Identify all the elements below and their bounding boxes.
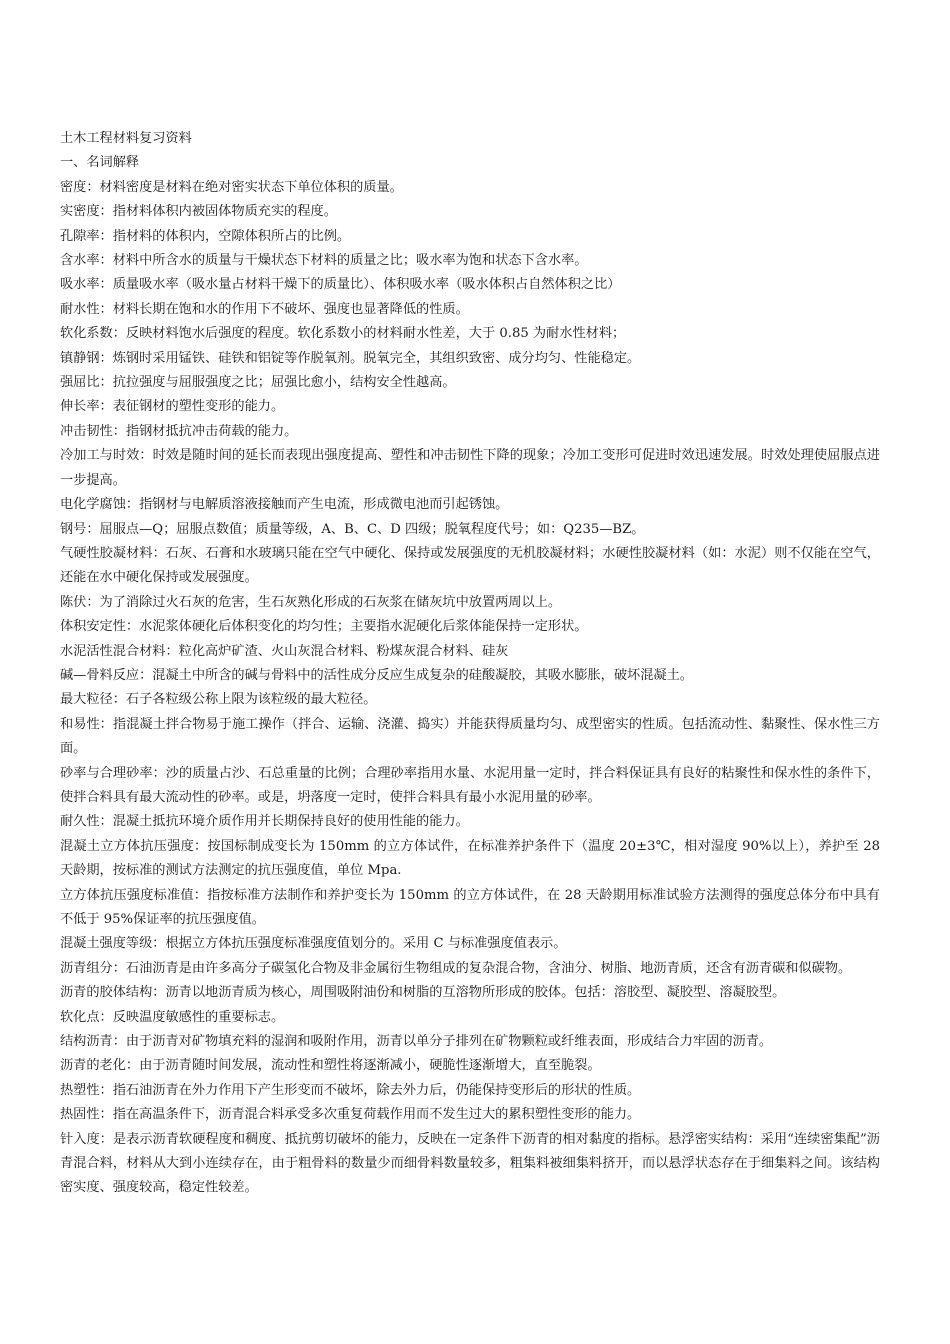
- definition-paragraph: 含水率：材料中所含水的质量与干燥状态下材料的质量之比；吸水率为饱和状态下含水率。: [60, 253, 588, 269]
- definition-paragraph: 冷加工与时效：时效是随时间的延长而表现出强度提高、塑性和冲击韧性下降的现象；冷加工变形可促进时效迅速发展。时效处理使屈服点进一步提高。: [60, 448, 880, 488]
- definition-paragraph: 混凝土强度等级：根据立方体抗压强度标准强度值划分的。采用 C 与标准强度值表示。: [60, 936, 567, 952]
- definition-paragraph: 软化点：反映温度敏感性的重要标志。: [60, 1009, 285, 1025]
- definition-paragraph: 电化学腐蚀：指钢材与电解质溶液接触而产生电流，形成微电池而引起锈蚀。: [60, 497, 509, 513]
- definition-paragraph: 孔隙率：指材料的体积内，空隙体积所占的比例。: [60, 228, 351, 244]
- document-title: 土木工程材料复习资料: [60, 131, 192, 146]
- definition-paragraph: 沥青组分：石油沥青是由许多高分子碳氢化合物及非金属衍生物组成的复杂混合物，含油分、树脂、地沥青质，还含有沥青碳和似碳物。: [60, 960, 852, 976]
- definition-paragraph: 沥青的老化：由于沥青随时间发展，流动性和塑性将逐渐减小，硬脆性逐渐增大，直至脆裂。: [60, 1058, 601, 1074]
- term-definitions: [60, 176, 880, 1201]
- definition-paragraph: 体积安定性：水泥浆体硬化后体积变化的均匀性；主要指水泥硬化后浆体能保持一定形状。: [60, 619, 588, 635]
- definition-paragraph: 软化系数：反映材料饱水后强度的程度。软化系数小的材料耐水性差，大于 0.85 为耐水性材料；: [60, 326, 626, 342]
- definition-paragraph: 密度：材料密度是材料在绝对密实状态下单位体积的质量。: [60, 179, 403, 195]
- definition-paragraph: 强屈比：抗拉强度与屈服强度之比；屈强比愈小，结构安全性越高。: [60, 375, 456, 391]
- definition-paragraph: 和易性：指混凝土拌合物易于施工操作（拌合、运输、浇灌、捣实）并能获得质量均匀、成型密实的性质。包括流动性、黏聚性、保水性三方面。: [60, 716, 880, 757]
- definition-paragraph: 水泥活性混合材料：粒化高炉矿渣、火山灰混合材料、粉煤灰混合材料、硅灰: [60, 643, 509, 659]
- section-heading: 一、名词解释: [60, 155, 140, 171]
- definition-paragraph: 碱—骨料反应：混凝土中所含的碱与骨料中的活性成分反应生成复杂的硅酸凝胶，其吸水膨胀，破坏混凝土。: [60, 667, 693, 683]
- definition-paragraph: 最大粒径：石子各粒级公称上限为该粒级的最大粒径。: [60, 692, 377, 708]
- definition-paragraph: 气硬性胶凝材料：石灰、石膏和水玻璃只能在空气中硬化、保持或发展强度的无机胶凝材料；水硬性胶凝材料（如：水泥）则不仅能在空气，还能在水中硬化保持或发展强度。: [60, 545, 880, 586]
- definition-paragraph: 陈伏：为了消除过火石灰的危害，生石灰熟化形成的石灰浆在储灰坑中放置两周以上。: [60, 594, 562, 610]
- definition-paragraph: 镇静钢：炼钢时采用锰铁、硅铁和铝锭等作脱氧剂。脱氧完全，其组织致密、成分均匀、性能稳定。: [60, 350, 641, 366]
- definition-paragraph: 沥青的胶体结构：沥青以地沥青质为核心，周围吸附油份和树脂的互溶物所形成的胶体。包括：溶胶型、凝胶型、溶凝胶型。: [60, 985, 786, 1001]
- definition-paragraph: 吸水率：质量吸水率（吸水量占材料干燥下的质量比）、体积吸水率（吸水体积占自然体积之比）: [60, 277, 621, 293]
- definition-paragraph: 立方体抗压强度标准值：指按标准方法制作和养护变长为 150mm 的立方体试件，在 28 天龄期用标准试验方法测得的强度总体分布中具有不低于 95%保证率的抗压强度值。: [60, 887, 880, 927]
- definition-paragraph: 钢号：屈服点—Q；屈服点数值；质量等级，A、B、C、D 四级；脱氧程度代号；如：Q235—BZ。: [60, 521, 645, 537]
- definition-paragraph: 伸长率：表征钢材的塑性变形的能力。: [60, 399, 285, 415]
- definition-paragraph: 砂率与合理砂率：沙的质量占沙、石总重量的比例；合理砂率指用水量、水泥用量一定时，拌合料保证具有良好的粘聚性和保水性的条件下，使拌合料具有最大流动性的砂率。或是，坍落度一定时，使拌合料具有最小水泥用量的砂率。: [60, 765, 880, 805]
- definition-paragraph: 热塑性：指石油沥青在外力作用下产生形变而不破坏，除去外力后，仍能保持变形后的形状的性质。: [60, 1082, 641, 1098]
- definition-paragraph: 混凝土立方体抗压强度：按国标制成变长为 150mm 的立方体试件，在标准养护条件下（温度 20±3℃，相对湿度 90%以上），养护至 28 天龄期，按标准的测试方法测定的抗压强度值，单位 Mpa.: [60, 838, 880, 879]
- document-body: [60, 127, 880, 1201]
- definition-paragraph: 针入度：是表示沥青软硬程度和稠度、抵抗剪切破坏的能力，反映在一定条件下沥青的相对黏度的指标。悬浮密实结构：采用“连续密集配”沥青混合料，材料从大到小连续存在，由于粗骨料的数量少而细骨料数量较多，粗集料被细集料挤开，而以悬浮状态存在于细集料之间。该结构密实度、强度较高，稳定性较差。: [60, 1131, 880, 1196]
- definition-paragraph: 冲击韧性：指钢材抵抗冲击荷载的能力。: [60, 423, 298, 439]
- definition-paragraph: 热固性：指在高温条件下，沥青混合料承受多次重复荷载作用而不发生过大的累积塑性变形的能力。: [60, 1107, 641, 1123]
- definition-paragraph: 结构沥青：由于沥青对矿物填充料的湿润和吸附作用，沥青以单分子排列在矿物颗粒或纤维表面，形成结合力牢固的沥青。: [60, 1034, 773, 1050]
- definition-paragraph: 实密度：指材料体积内被固体物质充实的程度。: [60, 204, 337, 220]
- definition-paragraph: 耐久性：混凝土抵抗环境介质作用并长期保持良好的使用性能的能力。: [60, 814, 469, 830]
- definition-paragraph: 耐水性：材料长期在饱和水的作用下不破坏、强度也显著降低的性质。: [60, 301, 469, 317]
